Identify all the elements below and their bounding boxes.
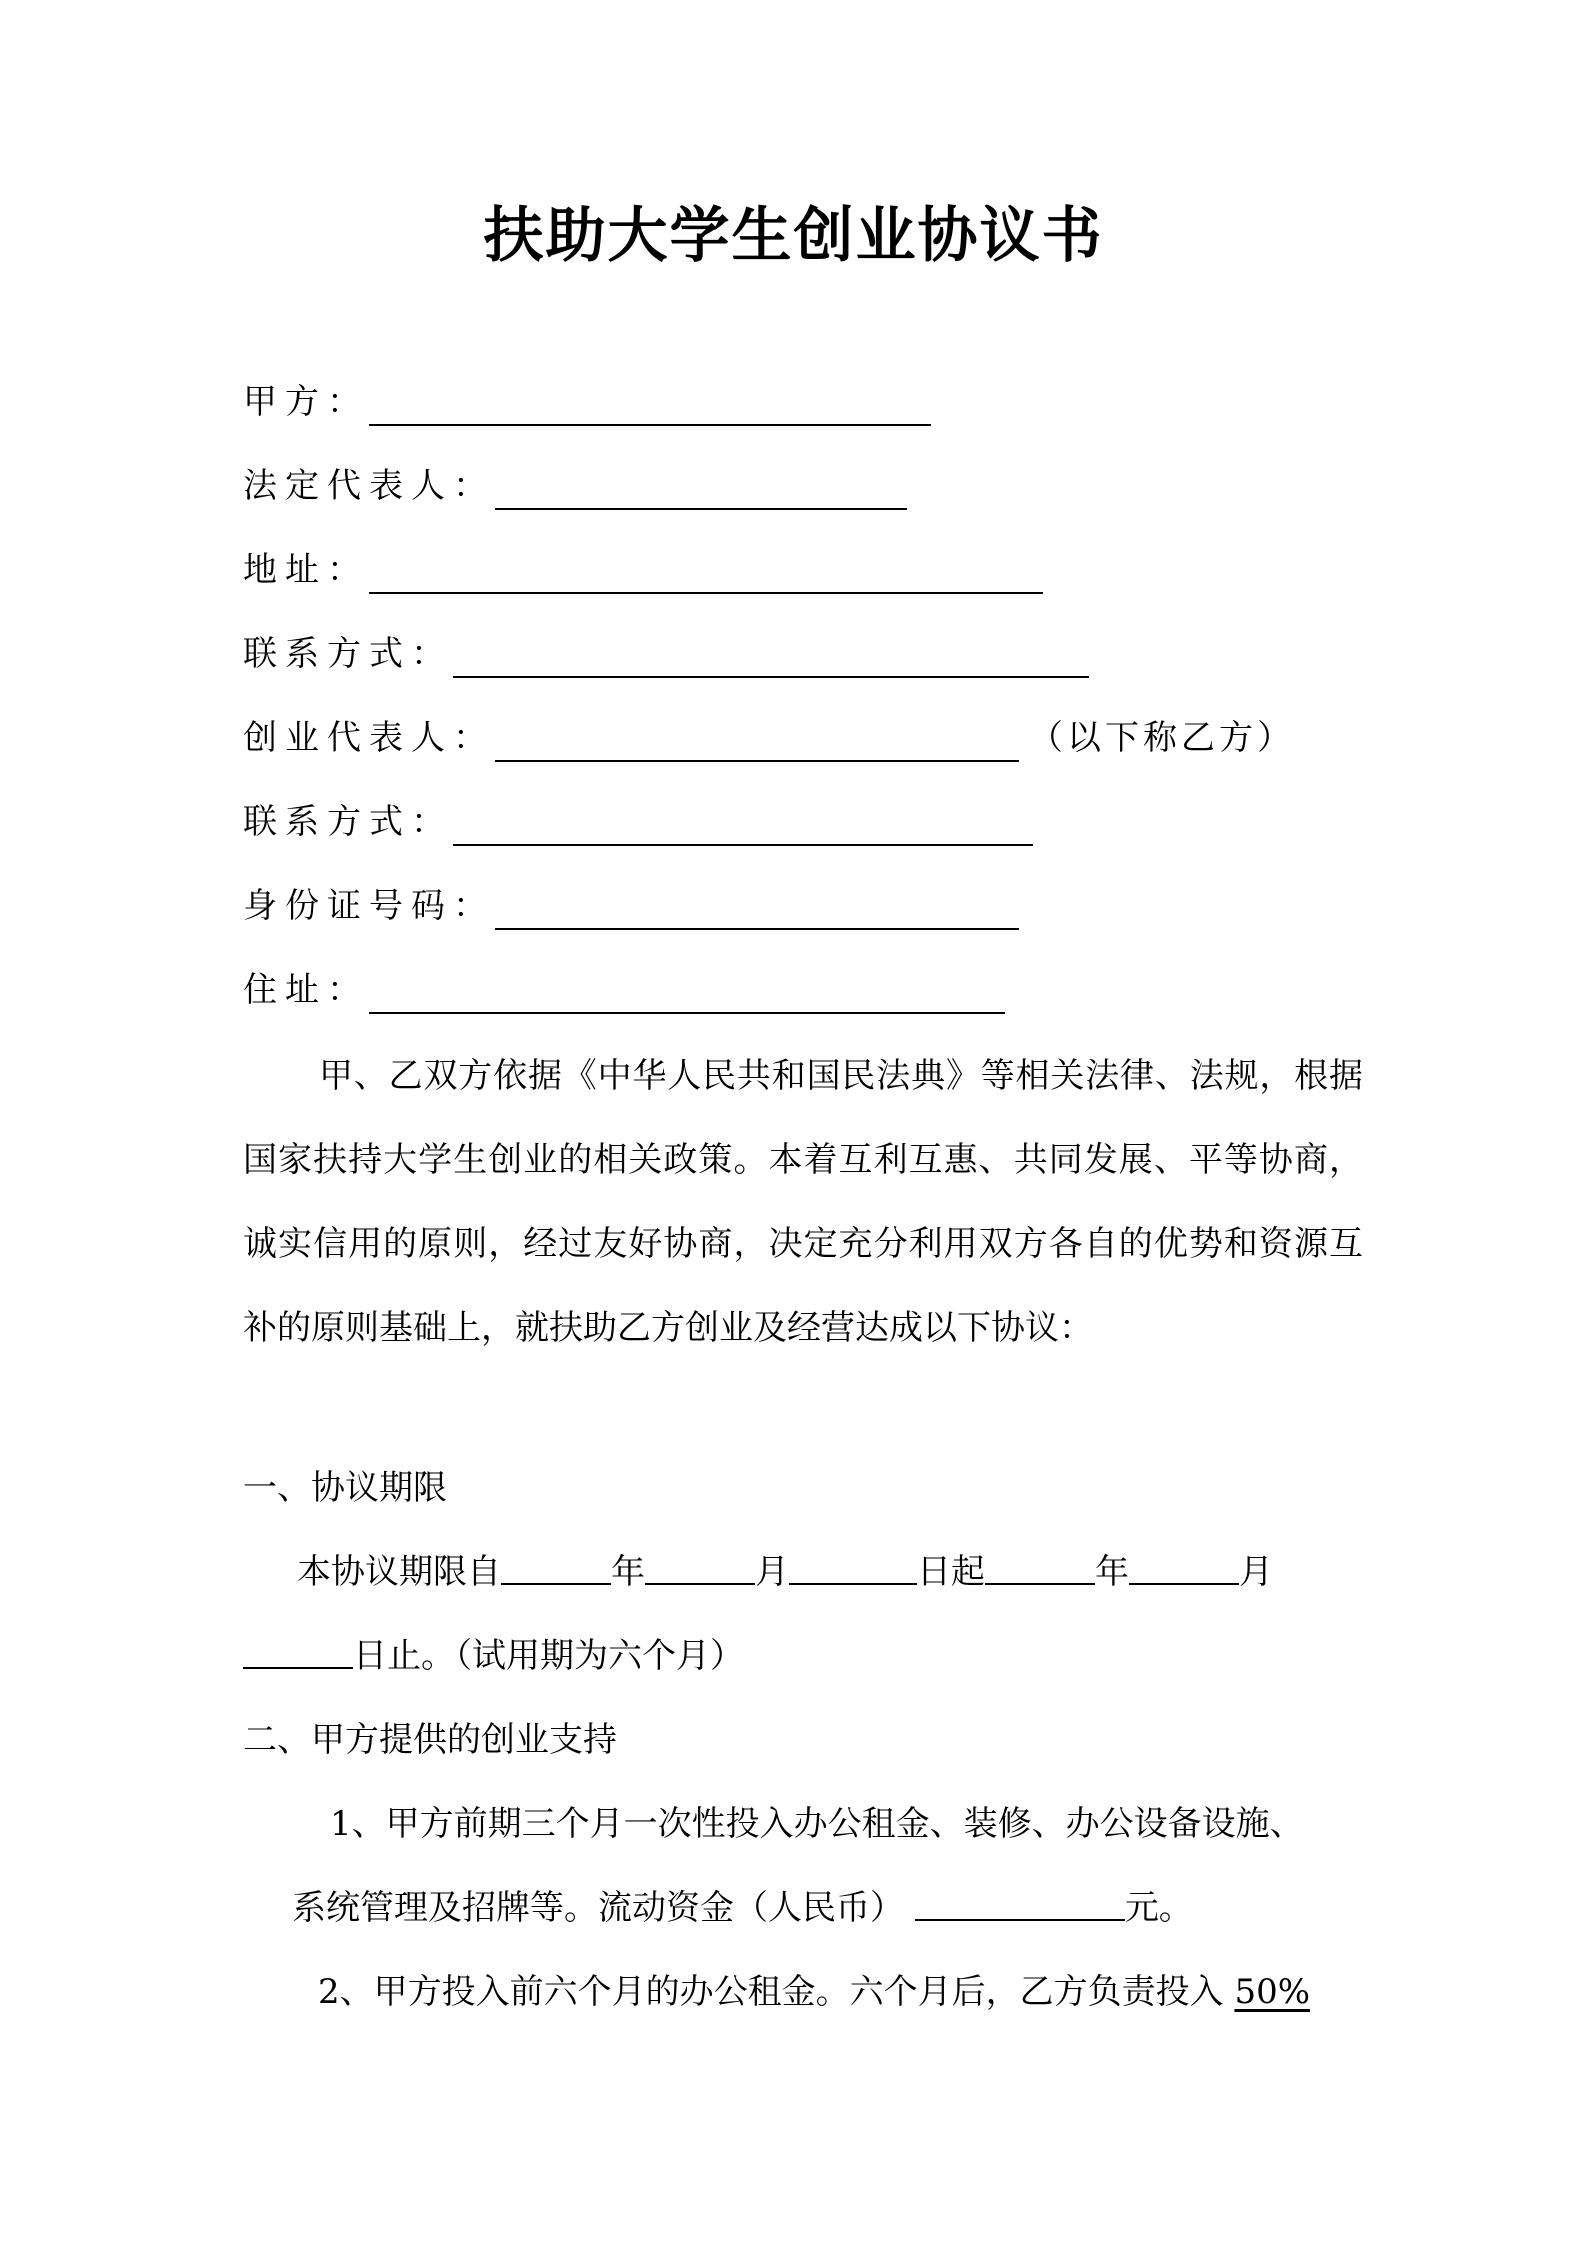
id-number-blank[interactable] [495,894,1019,930]
document-title: 扶助大学生创业协议书 [483,201,1104,271]
startup-rep-suffix: （以下称乙方） [1029,718,1295,758]
term-line-2 [243,1630,744,1682]
contact-b-label: 联系方式： [243,802,453,842]
address-label: 地址： [243,550,369,590]
term-end: 日止。（试用期为六个月） [353,1636,744,1676]
party-a-label: 甲方： [243,382,369,422]
startup-rep-label: 创业代表人： [243,718,495,758]
field-startup-rep [243,712,1295,764]
start-month-blank[interactable] [645,1551,755,1585]
contact-b-blank[interactable] [453,810,1033,846]
term-day-1: 日起 [917,1552,985,1592]
item1-line2-prefix: 系统管理及招牌等。流动资金（人民币） [292,1888,904,1928]
term-line-1 [297,1546,1273,1598]
legal-rep-label: 法定代表人： [243,466,495,506]
intro-paragraph: 甲、乙双方依据《中华人民共和国民法典》等相关法律、法规，根据国家扶持大学生创业的相关政策。本着互利互惠、共同发展、平等协商，诚实信用的原则，经过友好协商，决定充分利用双方各自的优势和资源互补的原则基础上，就扶助乙方创业及经营达成以下协议： [243,1056,1363,1348]
field-id-number [243,880,1019,932]
field-contact-a [243,628,1089,680]
term-year-2: 年 [1095,1552,1129,1592]
field-legal-rep [243,460,907,512]
residence-blank[interactable] [369,978,1005,1014]
support-item1-line2 [292,1882,1193,1934]
funds-amount-blank[interactable] [915,1887,1125,1921]
term-year-1: 年 [611,1552,645,1592]
residence-label: 住址： [243,970,369,1010]
field-contact-b [243,796,1033,848]
section1-heading: 一、协议期限 [243,1468,447,1508]
contact-a-blank[interactable] [453,642,1089,678]
start-year-blank[interactable] [501,1551,611,1585]
startup-rep-blank[interactable] [495,726,1019,762]
term-prefix: 本协议期限自 [297,1552,501,1592]
start-day-blank[interactable] [789,1551,917,1585]
section2-heading: 二、甲方提供的创业支持 [243,1720,617,1760]
term-month-1: 月 [755,1552,789,1592]
end-year-blank[interactable] [985,1551,1095,1585]
field-address [243,544,1043,596]
address-blank[interactable] [369,558,1043,594]
id-number-label: 身份证号码： [243,886,495,926]
end-month-blank[interactable] [1129,1551,1239,1585]
legal-rep-blank[interactable] [495,474,907,510]
field-party-a [243,376,931,428]
item2-percent: 50% [1234,1972,1311,2012]
support-item2 [318,1966,1310,2018]
contact-a-label: 联系方式： [243,634,453,674]
end-day-blank[interactable] [243,1635,353,1669]
term-month-2: 月 [1239,1552,1273,1592]
item2-prefix: 2、甲方投入前六个月的办公租金。六个月后，乙方负责投入 [318,1972,1224,2012]
support-item1-line1: 1、甲方前期三个月一次性投入办公租金、装修、办公设备设施、 [330,1804,1304,1844]
field-residence [243,964,1005,1016]
party-a-blank[interactable] [369,390,931,426]
item1-line2-suffix: 元。 [1124,1888,1193,1928]
